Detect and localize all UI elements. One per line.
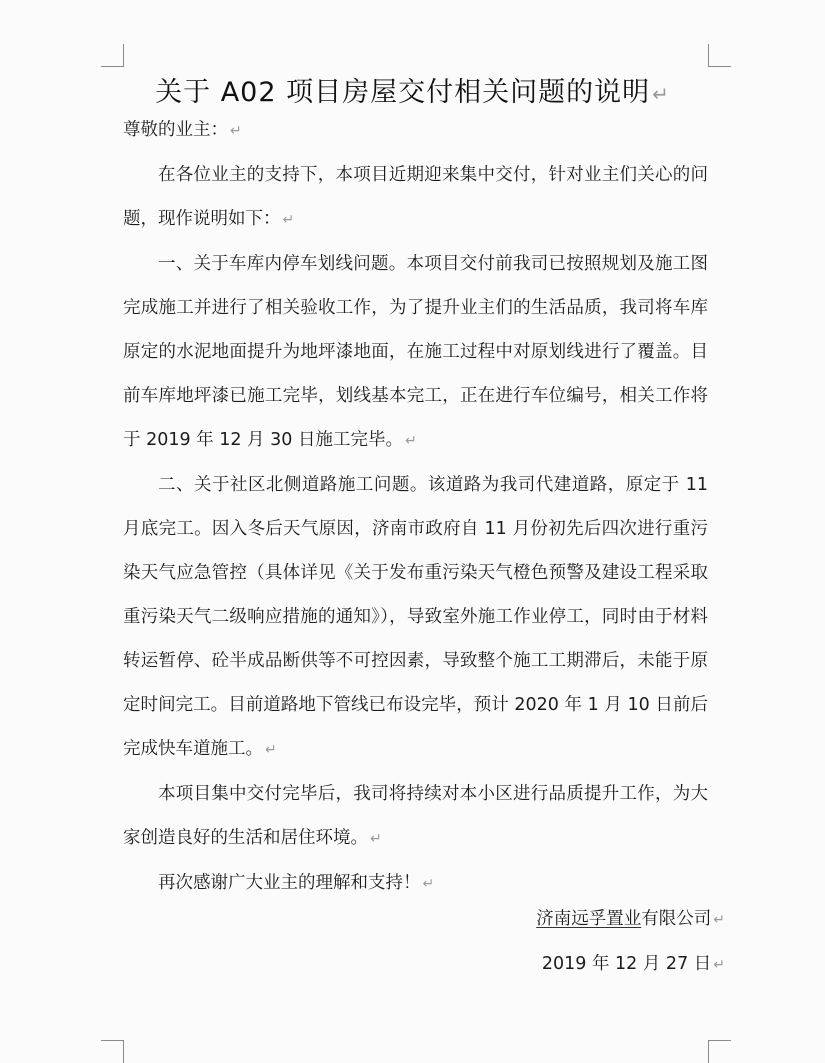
- paragraph-mark-icon: ↵: [265, 742, 277, 758]
- company-name-underlined: 济南远孚置业: [536, 909, 642, 929]
- signature-company: [536, 905, 725, 930]
- crop-mark-top-right: [708, 44, 731, 67]
- salutation: [123, 108, 708, 153]
- body-paragraph-4: [123, 772, 708, 861]
- paragraph-mark-icon: ↵: [422, 876, 435, 892]
- title-text: 关于 A02 项目房屋交付相关问题的说明: [155, 77, 651, 108]
- company-name-rest: 有限公司: [641, 909, 712, 929]
- paragraph-mark-icon: ↵: [282, 212, 295, 228]
- crop-mark-top-left: [101, 44, 124, 67]
- paragraph-mark-icon: ↵: [230, 123, 242, 139]
- crop-mark-bottom-right: [708, 1040, 731, 1063]
- body-paragraph-2: [123, 242, 708, 463]
- paragraph-text: 二、关于社区北侧道路施工问题。该道路为我司代建道路，原定于 11 月底完工。因入冬后天气原因，济南市政府自 11 月份初先后四次进行重污染天气应急管控（具体详见《关于发布重污染天气橙色预警及建设工程采取重污染天气二级响应措施的通知》），导致室外施工作业停工，同时由于材料转运暂停、砼半成品断供等不可控因素，导致整个施工工期滞后，未能于原定时间完工。目前道路地下管线已布设完毕，预计 2020 年 1 月 10 日前后完成快车道施工。: [123, 475, 708, 759]
- paragraph-mark-icon: ↵: [713, 957, 725, 973]
- paragraph-mark-icon: ↵: [652, 82, 670, 106]
- signature-date: [542, 950, 725, 975]
- paragraph-text: 本项目集中交付完毕后，我司将持续对本小区进行品质提升工作，为大家创造良好的生活和居住环境。: [123, 784, 708, 848]
- document-body: [123, 108, 708, 906]
- salutation-text: 尊敬的业主：: [123, 120, 228, 140]
- paragraph-mark-icon: ↵: [404, 433, 417, 449]
- paragraph-text: 一、关于车库内停车划线问题。本项目交付前我司已按照规划及施工图完成施工并进行了相关验收工作，为了提升业主们的生活品质，我司将车库原定的水泥地面提升为地坪漆地面，在施工过程中对原划线进行了覆盖。目前车库地坪漆已施工完毕，划线基本完工，正在进行车位编号，相关工作将于 2019 年 12 月 30 日施工完毕。: [123, 254, 708, 450]
- body-paragraph-3: [123, 463, 708, 772]
- document-title: [100, 70, 725, 109]
- paragraph-text: 在各位业主的支持下，本项目近期迎来集中交付，针对业主们关心的问题，现作说明如下：: [123, 165, 708, 229]
- paragraph-text: 再次感谢广大业主的理解和支持！: [158, 873, 421, 893]
- crop-mark-bottom-left: [101, 1040, 124, 1063]
- body-paragraph-5: [123, 861, 708, 906]
- paragraph-mark-icon: ↵: [713, 912, 725, 928]
- body-paragraph-1: [123, 153, 708, 242]
- paragraph-mark-icon: ↵: [370, 831, 382, 847]
- date-text: 2019 年 12 月 27 日: [541, 954, 712, 974]
